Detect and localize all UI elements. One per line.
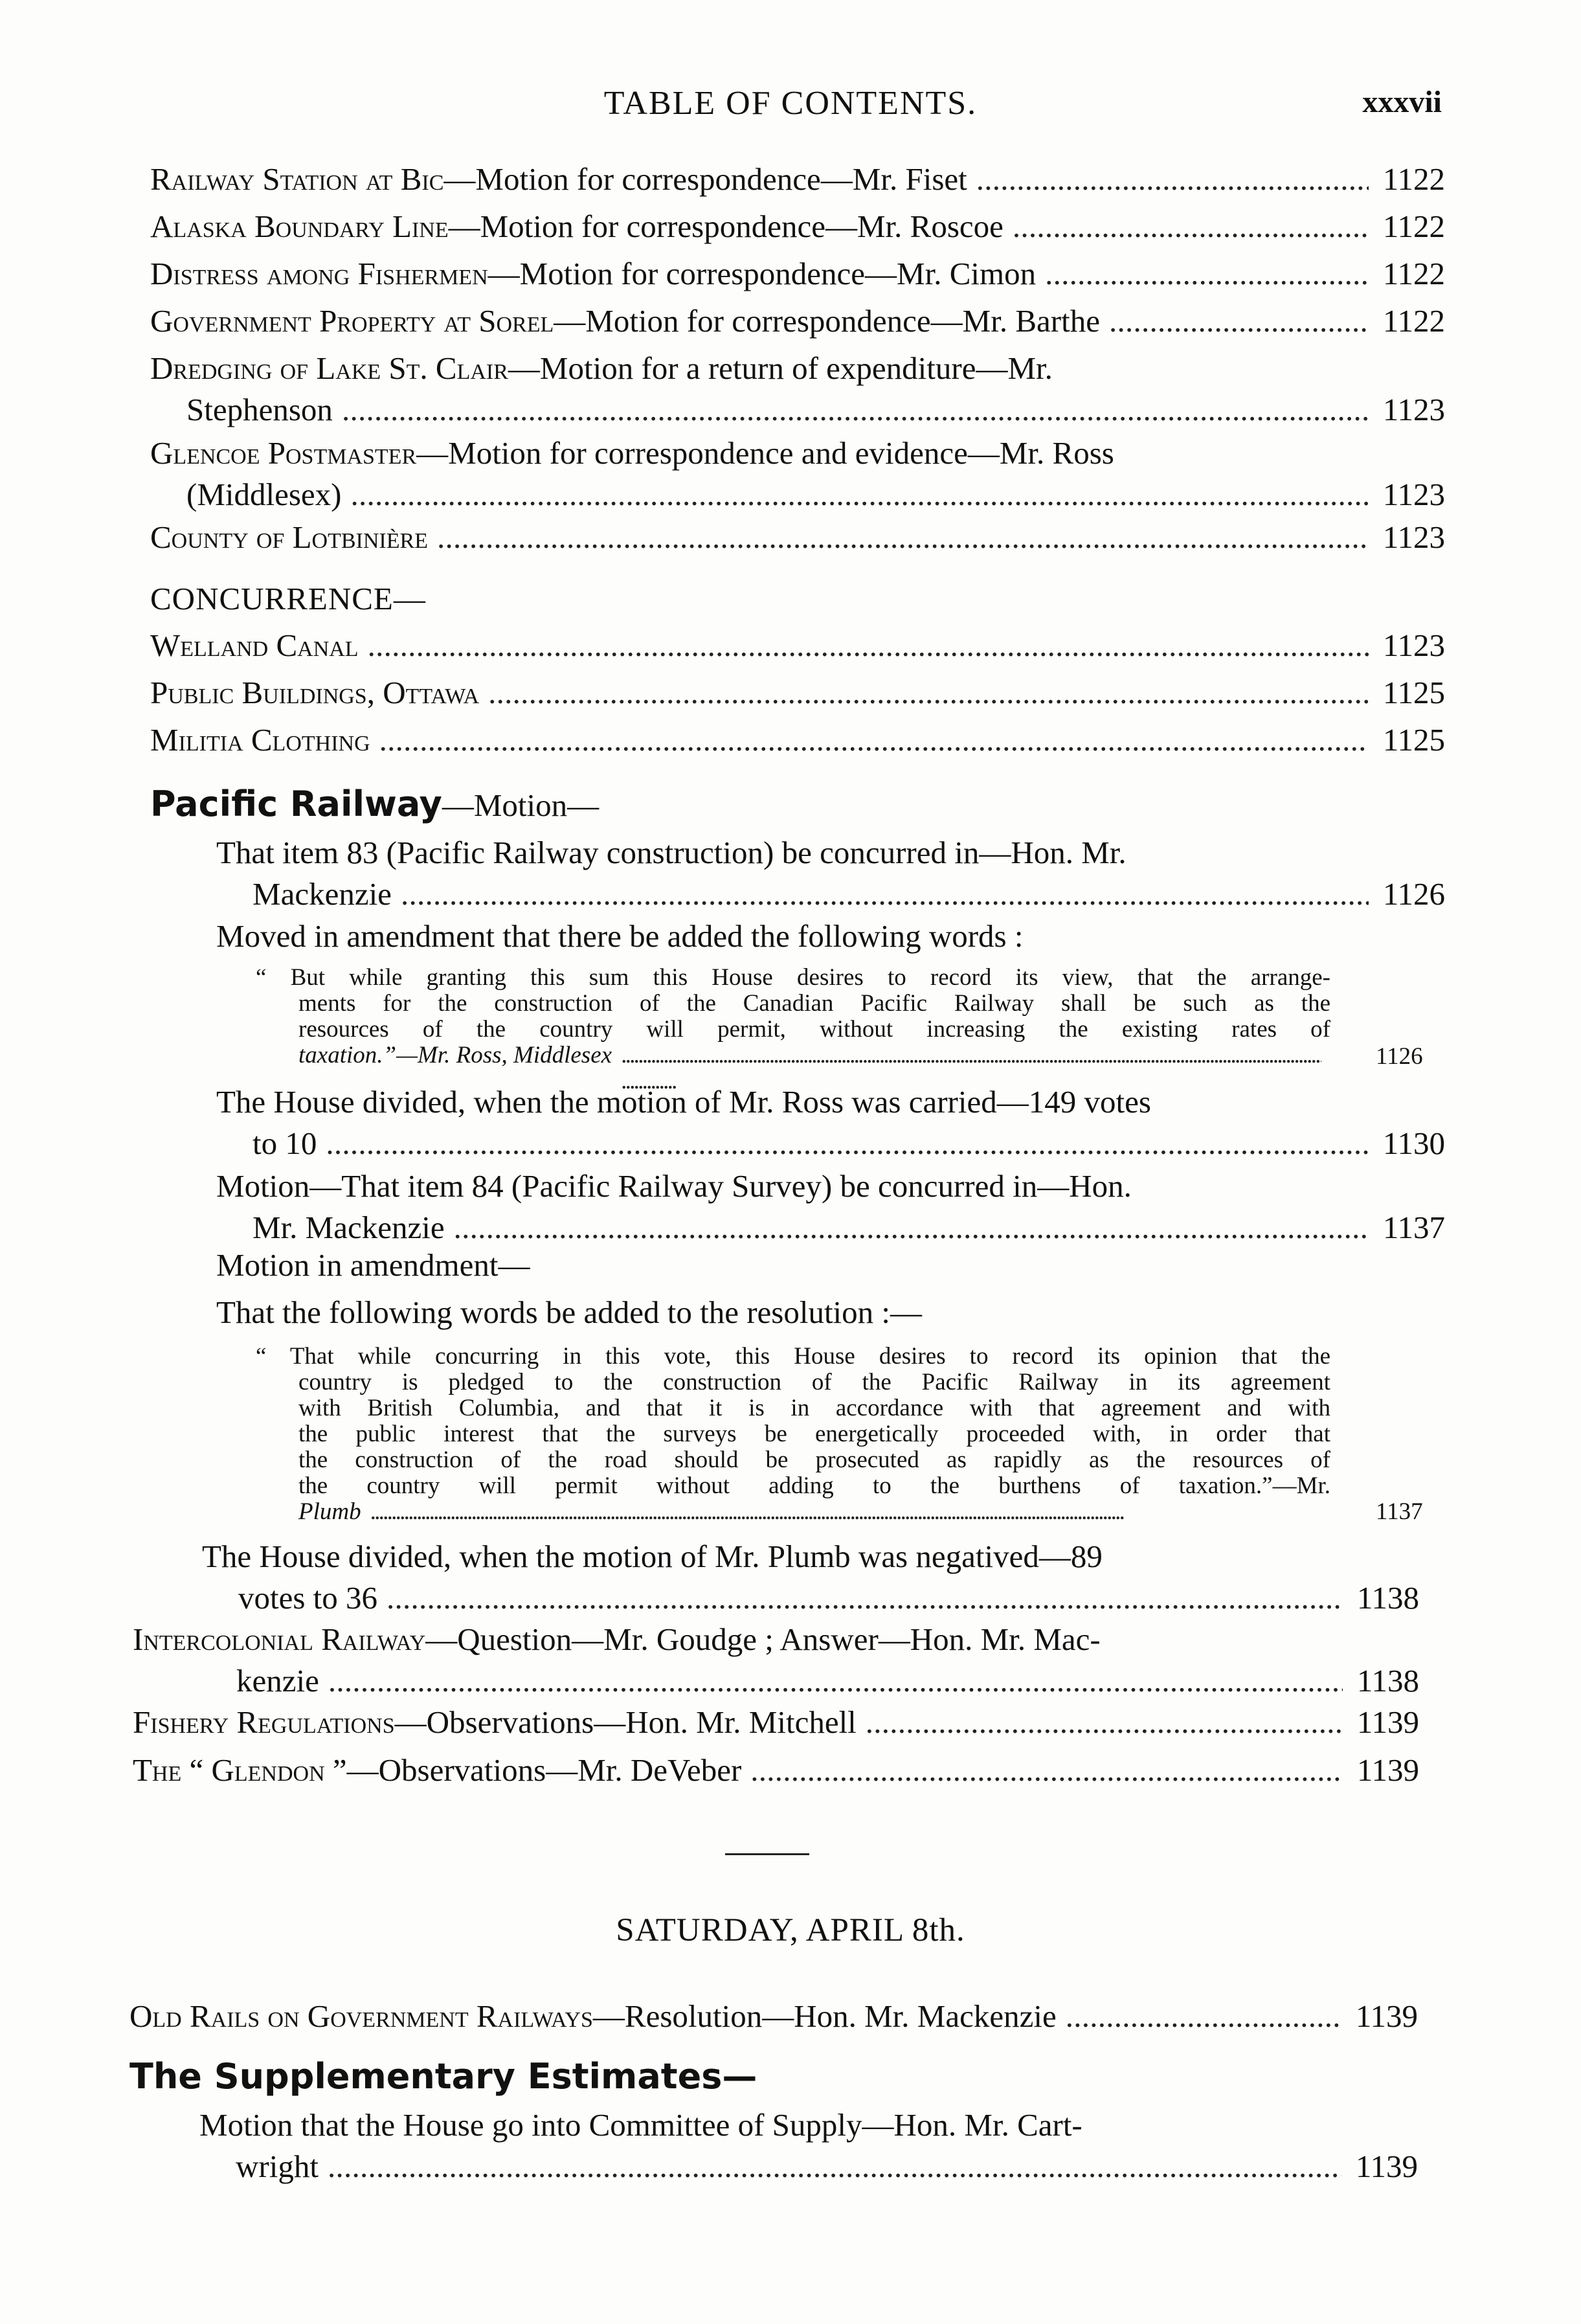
pacific-railway-heading: Pacific Railway—Motion— <box>150 784 600 824</box>
toc-entry-militia-clothing: Militia Clothing . . . 1125 <box>150 719 1445 761</box>
toc-entry-the-glendon: The “ Glendon ” —Observations—Mr. DeVeber . . . 1139 <box>133 1750 1419 1791</box>
concurrence-heading: CONCURRENCE— <box>150 581 426 616</box>
toc-entry-intercolonial-railway: Intercolonial Railway —Question—Mr. Goudge ; Answer—Hon. Mr. Mac- kenzie . . . 1138 <box>133 1619 1419 1702</box>
section-divider <box>725 1853 809 1855</box>
toc-entry-alaska-boundary: Alaska Boundary Line —Motion for correspondence—Mr. Roscoe . . . 1122 <box>150 206 1445 247</box>
quote-plumb-page: 1137 <box>1376 1498 1423 1525</box>
supplementary-estimates-heading: The Supplementary Estimates— <box>129 2056 757 2097</box>
division-plumb: The House divided, when the motion of Mr. Plumb was negatived—89 votes to 36 . . . 1138 <box>202 1536 1419 1619</box>
page-title: TABLE OF CONTENTS. <box>603 85 978 122</box>
division-ross: The House divided, when the motion of Mr. Ross was carried—149 votes to 10 . . . 1130 <box>216 1081 1445 1164</box>
quote-plumb: “ That while concurring in this vote, this House desires to record its opinion that the country is pledged to the construction of the Pacific Railway in its agreement with British Columbia, and that it is in accordance with that agreement and with the public interest that the surveys be energetically proceeded with, in order that the construction of the road should be prosecuted as rapidly as the resources of the country will permit without adding to the burthens of taxation.”—Mr. Plumb . . . <box>256 1344 1330 1525</box>
quote-ross-page: 1126 <box>1376 1043 1423 1070</box>
pacific-item-84: Motion—That item 84 (Pacific Railway Survey) be concurred in—Hon. Mr. Mackenzie . . . 1137 <box>216 1166 1445 1248</box>
toc-entry-public-buildings-ottawa: Public Buildings, Ottawa . . . 1125 <box>150 672 1445 714</box>
toc-entry-committee-of-supply: Motion that the House go into Committee of Supply—Hon. Mr. Cart- wright . . . 1139 <box>199 2104 1418 2187</box>
page-number: xxxvii <box>1362 85 1442 119</box>
amendment-intro: Moved in amendment that there be added the following words : <box>216 918 1024 954</box>
toc-entry-welland-canal: Welland Canal . . . 1123 <box>150 625 1445 666</box>
saturday-heading: SATURDAY, APRIL 8th. <box>616 1912 965 1948</box>
toc-entry-old-rails: Old Rails on Government Railways —Resolution—Hon. Mr. Mackenzie . . . 1139 <box>129 1996 1418 2037</box>
toc-entry-distress-fishermen: Distress among Fishermen —Motion for correspondence—Mr. Cimon . . . 1122 <box>150 253 1445 295</box>
toc-entry-railway-station-bic: Railway Station at Bic —Motion for correspondence—Mr. Fiset . . . 1122 <box>150 159 1445 200</box>
pacific-item-83: That item 83 (Pacific Railway construction) be concurred in—Hon. Mr. Mackenzie . . . 1126 <box>216 832 1445 915</box>
toc-entry-fishery-regulations: Fishery Regulations —Observations—Hon. Mr. Mitchell . . . 1139 <box>133 1702 1419 1743</box>
quote-ross: “ But while granting this sum this House desires to record its view, that the arrange- ments for the construction of the Canadian Pacific Railway shall be such as the resources of the country will permit, without increasing the existing rates of taxation.”—Mr. Ross, Middlesex . . . <box>256 965 1330 1094</box>
page-header <box>0 84 1581 136</box>
toc-entry-glencoe-postmaster: Glencoe Postmaster —Motion for correspondence and evidence—Mr. Ross (Middlesex) . . . 1123 <box>150 433 1445 515</box>
amendment-heading-2: Motion in amendment— <box>216 1247 530 1283</box>
toc-entry-county-lotbiniere: County of Lotbinière . . . 1123 <box>150 517 1445 558</box>
toc-entry-government-property-sorel: Government Property at Sorel —Motion for correspondence—Mr. Barthe . . . 1122 <box>150 300 1445 342</box>
toc-entry-dredging-lake-st-clair: Dredging of Lake St. Clair —Motion for a return of expenditure—Mr. Stephenson . . . 1123 <box>150 348 1445 431</box>
amendment-intro-2: That the following words be added to the resolution :— <box>216 1294 923 1330</box>
